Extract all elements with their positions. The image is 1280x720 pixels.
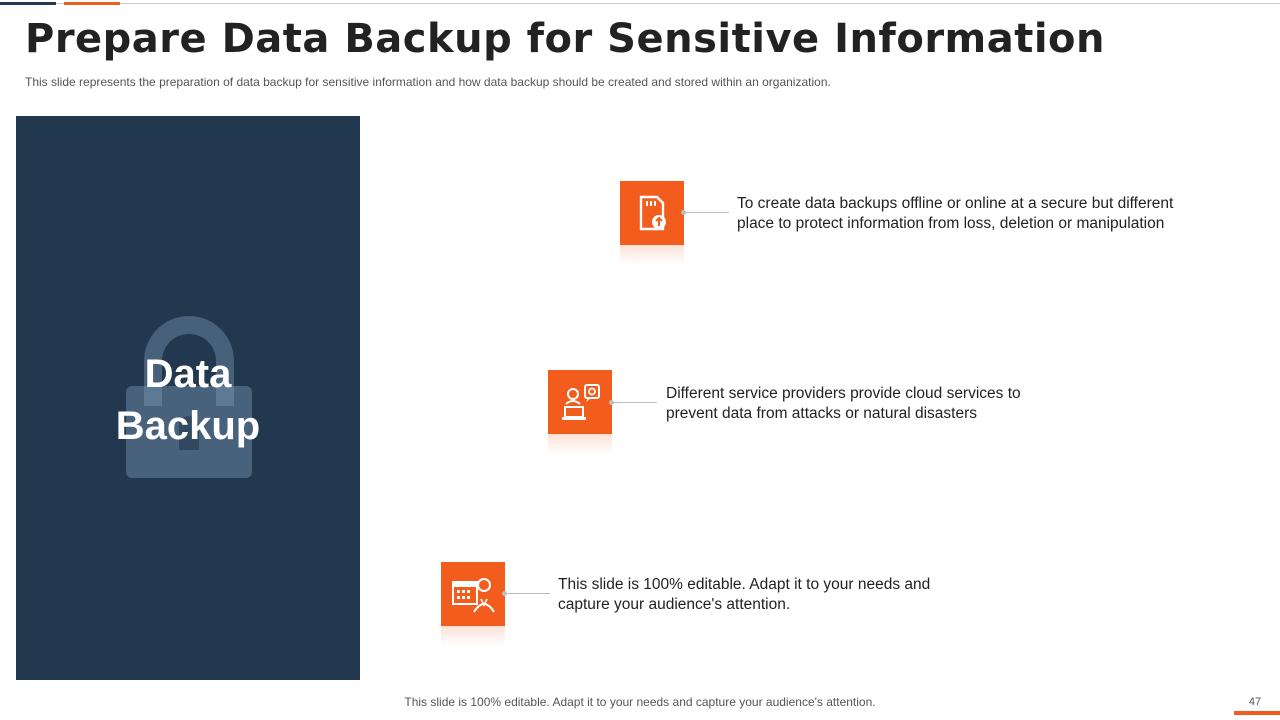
connector-line	[685, 212, 729, 213]
item-text-line-1: To create data backups offline or online at a secure but different	[737, 195, 1174, 212]
item-text	[666, 384, 1021, 424]
icon-reflection	[441, 626, 505, 646]
item-text	[737, 194, 1173, 234]
top-accent-orange	[64, 2, 120, 5]
connector-line	[506, 593, 550, 594]
top-accent-navy	[0, 2, 56, 5]
page-number-accent-bar	[1234, 711, 1280, 715]
item-text-line-1: Different service providers provide cloud services to	[666, 385, 1021, 402]
code-background-texture	[16, 118, 360, 169]
page-title: Prepare Data Backup for Sensitive Information	[25, 16, 1105, 62]
hero-image-panel	[16, 116, 360, 680]
footer-note: This slide is 100% editable. Adapt it to your needs and capture your audience's attention.	[404, 695, 876, 709]
item-text-line-2: place to protect information from loss, deletion or manipulation	[737, 215, 1165, 232]
item-text	[558, 575, 930, 615]
calendar-person-icon	[441, 562, 505, 626]
hero-title	[16, 348, 360, 452]
page-subtitle: This slide represents the preparation of data backup for sensitive information and how data backup should be created and stored within an organization.	[25, 75, 831, 89]
page-number: 47	[1248, 696, 1262, 708]
item-text-line-2: prevent data from attacks or natural disasters	[666, 405, 978, 422]
sd-card-upload-icon	[620, 181, 684, 245]
top-divider-line	[0, 3, 1280, 4]
item-text-line-1: This slide is 100% editable. Adapt it to your needs and	[558, 576, 931, 593]
icon-reflection	[620, 245, 684, 265]
item-text-line-2: capture your audience's attention.	[558, 596, 791, 613]
hero-title-line-1: Data	[144, 352, 232, 396]
connector-line	[613, 402, 657, 403]
hero-title-line-2: Backup	[115, 404, 261, 448]
icon-reflection	[548, 434, 612, 454]
cloud-service-user-icon	[548, 370, 612, 434]
